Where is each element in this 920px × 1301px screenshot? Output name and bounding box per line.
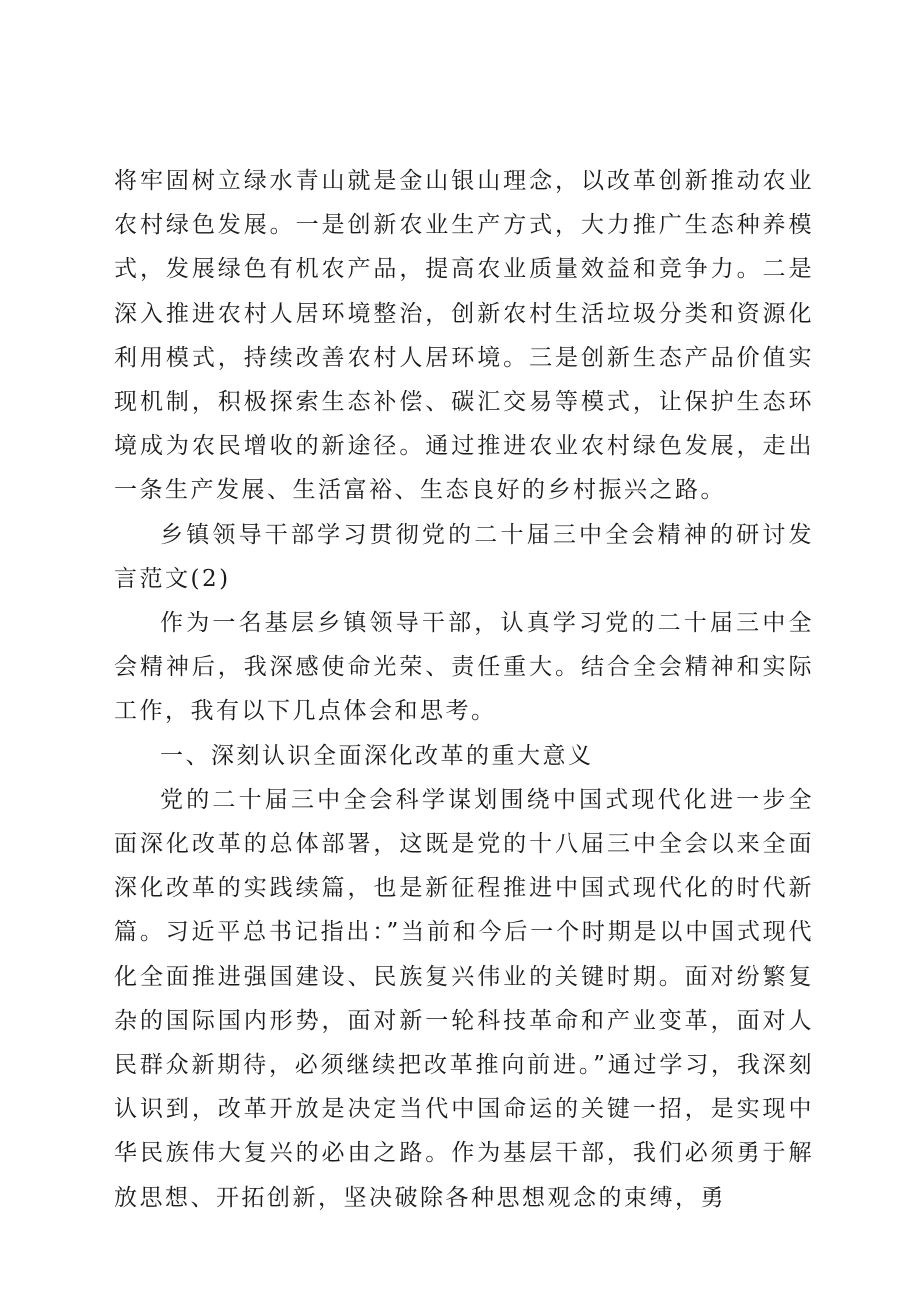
paragraph-section-1: 党的二十届三中全会科学谋划围绕中国式现代化进一步全面深化改革的总体部署，这既是党的十八届三中全会以来全面深化改革的实践续篇，也是新征程推进中国式现代化的时代新篇。习近平总书记指出：”当前和今后一个时期是以中国式现代化全面推进强国建设、民族复兴伟业的关键时期。面对纷繁复杂的国际国内形势，面对新一轮科技革命和产业变革，面对人民群众新期待，必须继续把改革推向前进。”通过学习，我深刻认识到，改革开放是决定当代中国命运的关键一招，是实现中华民族伟大复兴的必由之路。作为基层干部，我们必须勇于解放思想、开拓创新，坚决破除各种思想观念的束缚，勇 <box>114 786 814 1211</box>
text-column <box>114 159 814 1220</box>
section-heading-1: 一、深刻认识全面深化改革的重大意义 <box>160 742 594 769</box>
paragraph-continued: 将牢固树立绿水青山就是金山银山理念，以改革创新推动农业农村绿色发展。一是创新农业生产方式，大力推广生态种养模式，发展绿色有机农产品，提高农业质量效益和竞争力。二是深入推进农村人居环境整治，创新农村生活垃圾分类和资源化利用模式，持续改善农村人居环境。三是创新生态产品价值实现机制，积极探索生态补偿、碳汇交易等模式，让保护生态环境成为农民增收的新途径。通过推进农业农村绿色发展，走出一条生产发展、生活富裕、生态良好的乡村振兴之路。 <box>114 168 814 504</box>
article-title: 乡镇领导干部学习贯彻党的二十届三中全会精神的研讨发言范文(2) <box>114 521 814 592</box>
paragraph-intro: 作为一名基层乡镇领导干部，认真学习党的二十届三中全会精神后，我深感使命光荣、责任重大。结合全会精神和实际工作，我有以下几点体会和思考。 <box>114 610 814 725</box>
